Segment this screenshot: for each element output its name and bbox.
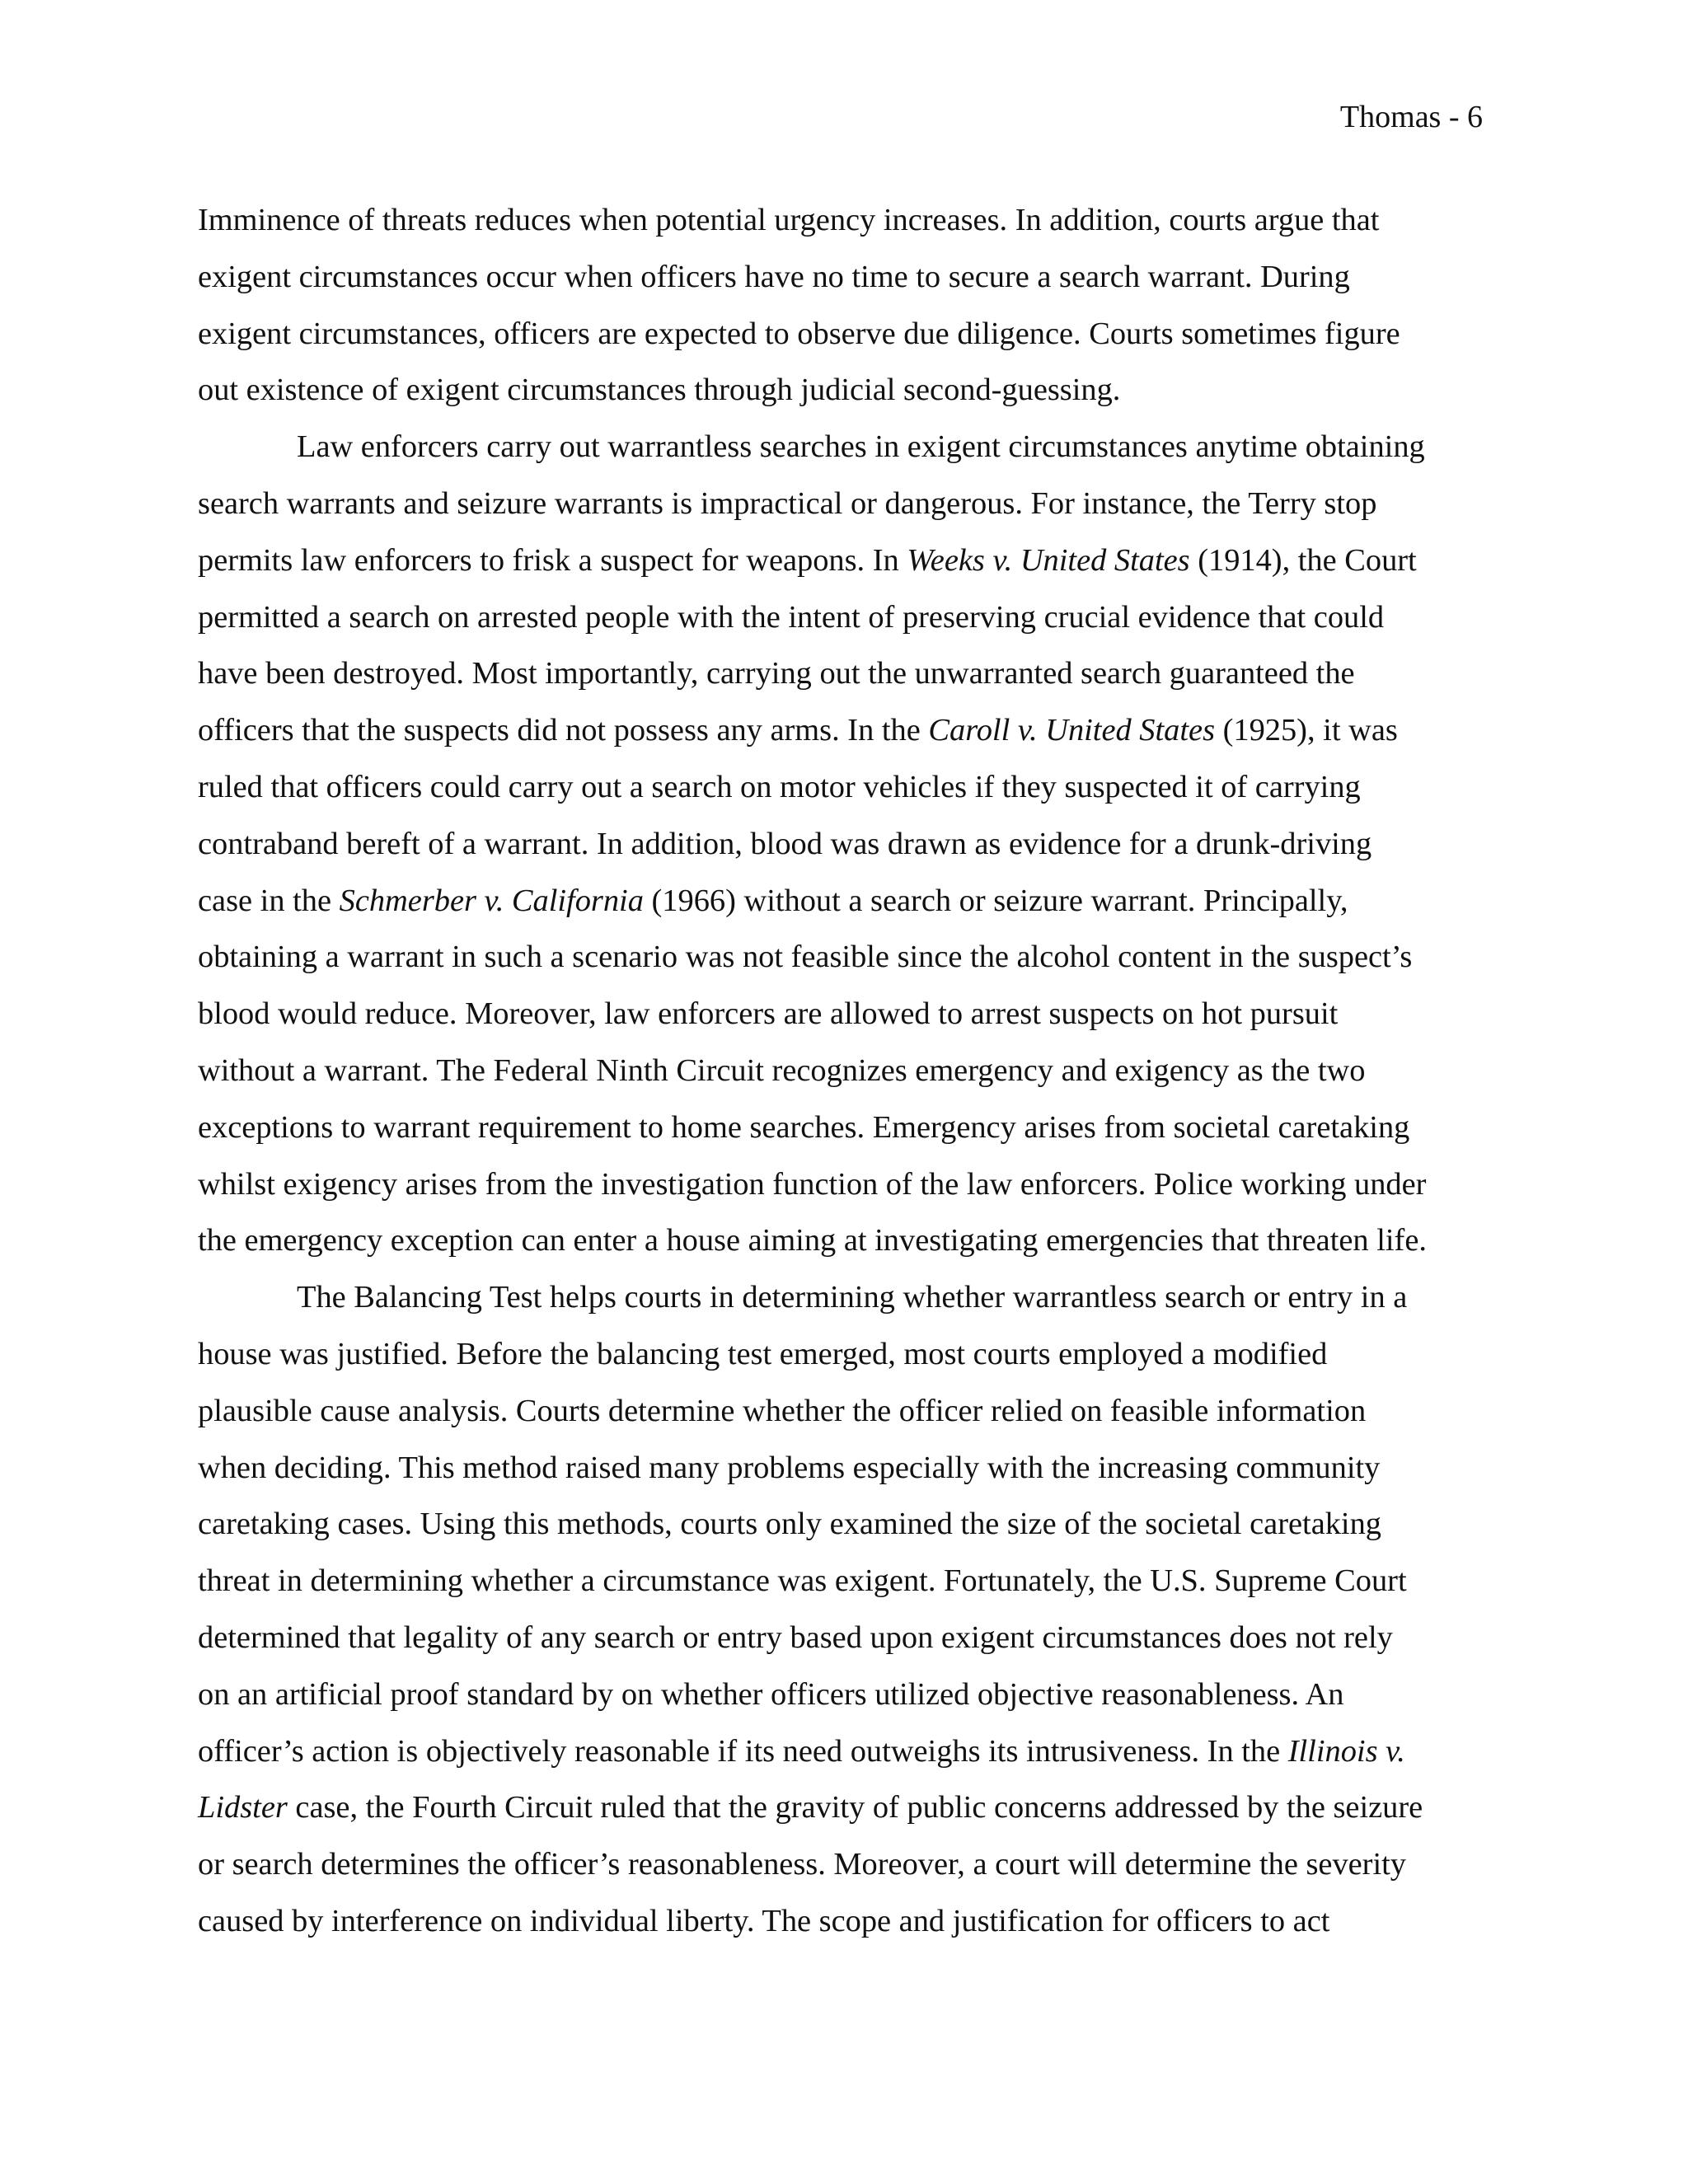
line-text: (1914), the Court (1189, 542, 1417, 578)
line-text: officer’s action is objectively reasonable if its need outweighs its intrusiveness. In the (198, 1733, 1288, 1769)
line-text: permits law enforcers to frisk a suspect for weapons. In (198, 542, 907, 578)
paragraph-3-line-6: threat in determining whether a circumstance was exigent. Fortunately, the U.S. Supreme Court (198, 1563, 1407, 1599)
paragraph-2-line-12: without a warrant. The Federal Ninth Circuit recognizes emergency and exigency as the two (198, 1052, 1366, 1088)
case-name: Weeks v. United States (907, 542, 1190, 578)
paragraph-2-line-1: Law enforcers carry out warrantless searches in exigent circumstances anytime obtaining (297, 429, 1425, 465)
paragraph-2-line-5: have been destroyed. Most importantly, carrying out the unwarranted search guaranteed the (198, 656, 1355, 691)
paragraph-3-line-11: or search determines the officer’s reasonableness. Moreover, a court will determine the severity (198, 1847, 1406, 1882)
paragraph-2-line-13: exceptions to warrant requirement to home searches. Emergency arises from societal caretaking (198, 1109, 1410, 1145)
body-text (198, 192, 1492, 1950)
line-text: case, the Fourth Circuit ruled that the gravity of public concerns addressed by the seizure (287, 1790, 1423, 1825)
paragraph-2-line-14: whilst exigency arises from the investigation function of the law enforcers. Police working under (198, 1166, 1427, 1202)
paragraph-3-line-3: plausible cause analysis. Courts determine whether the officer relied on feasible information (198, 1393, 1367, 1428)
paragraph-2-line-11: blood would reduce. Moreover, law enforcers are allowed to arrest suspects on hot pursuit (198, 996, 1339, 1032)
case-name: Caroll v. United States (928, 713, 1216, 748)
paragraph-3-line-8: on an artificial proof standard by on whether officers utilized objective reasonableness. An (198, 1676, 1344, 1712)
paragraph-2-line-9 (198, 873, 1492, 930)
case-name: Schmerber v. California (339, 883, 644, 918)
paragraph-3-line-7: determined that legality of any search or entry based upon exigent circumstances does not rely (198, 1619, 1393, 1655)
paragraph-2-line-4: permitted a search on arrested people with the intent of preserving crucial evidence that could (198, 599, 1385, 635)
paragraph-2-line-2: search warrants and seizure warrants is impractical or dangerous. For instance, the Terry stop (198, 485, 1377, 521)
case-name: Lidster (198, 1790, 288, 1825)
paragraph-2-line-6 (198, 702, 1492, 759)
paragraph-3-line-5: caretaking cases. Using this methods, courts only examined the size of the societal caretaking (198, 1507, 1381, 1542)
paragraph-3-line-9 (198, 1723, 1492, 1780)
paragraph-3-line-10 (198, 1779, 1492, 1836)
paragraph-2-line-10: obtaining a warrant in such a scenario was not feasible since the alcohol content in the suspect’s (198, 940, 1413, 975)
paragraph-2-line-8: contraband bereft of a warrant. In addition, blood was drawn as evidence for a drunk-driving (198, 826, 1372, 861)
case-name: Illinois v. (1287, 1733, 1405, 1769)
paragraph-1-line-2: exigent circumstances occur when officers have no time to secure a search warrant. During (198, 259, 1350, 294)
line-text: officers that the suspects did not possess any arms. In the (198, 713, 929, 748)
paragraph-3-line-2: house was justified. Before the balancing test emerged, most courts employed a modified (198, 1336, 1328, 1371)
paragraph-1-line-4: out existence of exigent circumstances through judicial second-guessing. (198, 373, 1121, 408)
line-text: (1925), it was (1215, 713, 1398, 748)
paragraph-2-line-15: the emergency exception can enter a house aiming at investigating emergencies that threaten life. (198, 1223, 1427, 1258)
line-text: case in the (198, 883, 340, 918)
line-text: (1966) without a search or seizure warrant. Principally, (643, 883, 1348, 918)
paragraph-2-line-7: ruled that officers could carry out a search on motor vehicles if they suspected it of carrying (198, 769, 1361, 804)
paragraph-3-line-1: The Balancing Test helps courts in determining whether warrantless search or entry in a (297, 1280, 1408, 1315)
paragraph-3-line-4: when deciding. This method raised many problems especially with the increasing community (198, 1450, 1381, 1485)
paragraph-1-line-3: exigent circumstances, officers are expected to observe due diligence. Courts sometimes figure (198, 316, 1400, 351)
paragraph-2-line-3 (198, 532, 1492, 589)
running-head: Thomas - 6 (1339, 100, 1483, 134)
paragraph-3-line-12: caused by interference on individual liberty. The scope and justification for officers to act (198, 1903, 1330, 1938)
paragraph-1-line-1: Imminence of threats reduces when potential urgency increases. In addition, courts argue that (198, 203, 1380, 237)
